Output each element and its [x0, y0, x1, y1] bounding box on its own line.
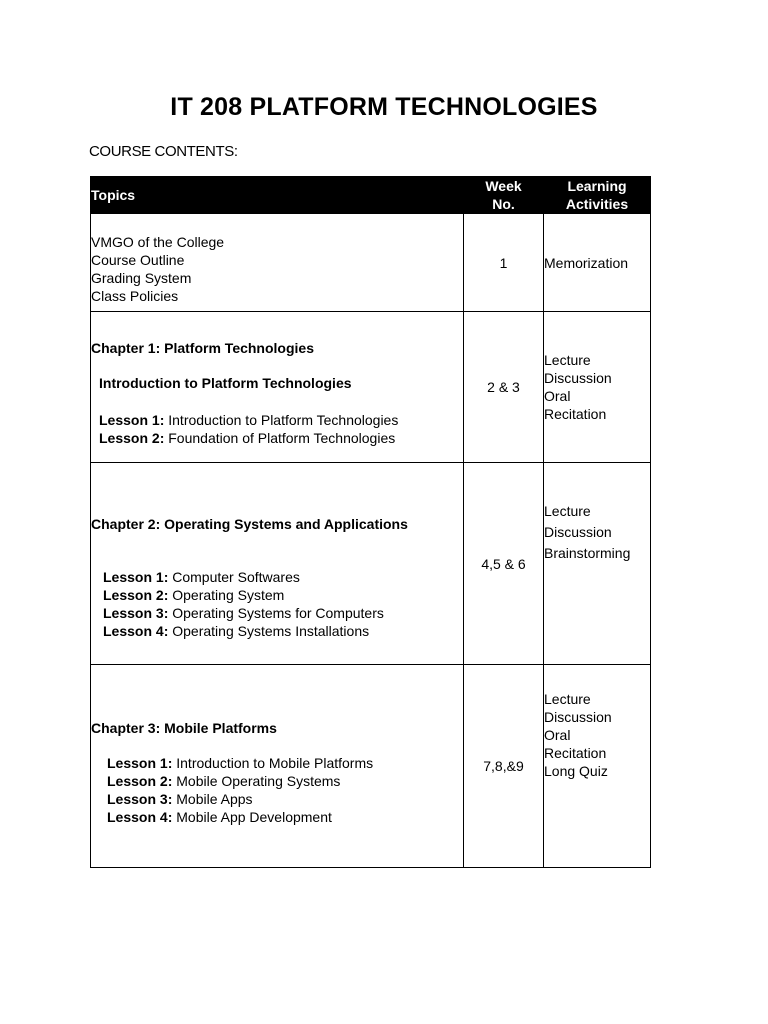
- table-row: [91, 665, 651, 868]
- lesson-text: Computer Softwares: [172, 569, 300, 585]
- lesson-item: [107, 790, 463, 808]
- activity-item: Lecture: [544, 503, 591, 519]
- activity-item: Recitation: [544, 406, 607, 422]
- lesson-label: Lesson 3:: [103, 605, 169, 621]
- lesson-label: Lesson 1:: [107, 754, 173, 771]
- lesson-text: Operating System: [172, 587, 285, 603]
- activity-item: Long Quiz: [544, 763, 608, 779]
- lesson-text: Mobile App Development: [176, 808, 332, 825]
- activity-item: Recitation: [544, 745, 607, 761]
- lesson-text: Operating Systems Installations: [172, 623, 370, 639]
- header-activities-line1: Learning: [567, 178, 627, 194]
- topic-item: Course Outline: [91, 252, 185, 268]
- lesson-item: [103, 568, 463, 586]
- lesson-text: Introduction to Platform Technologies: [168, 412, 399, 428]
- activity-item: Discussion: [544, 709, 612, 725]
- intro-heading: Introduction to Platform Technologies: [99, 375, 352, 391]
- lesson-text: Foundation of Platform Technologies: [168, 430, 396, 446]
- lesson-text: Mobile Apps: [176, 790, 253, 807]
- section-label: COURSE CONTENTS:: [89, 143, 238, 160]
- header-learning-activities: [544, 177, 651, 214]
- lesson-item: [103, 622, 463, 640]
- lesson-text: Operating Systems for Computers: [172, 605, 384, 621]
- activities-cell: [544, 463, 651, 665]
- activity-item: Discussion: [544, 524, 612, 540]
- header-week-line2: No.: [492, 196, 515, 212]
- header-activities-line2: Activities: [565, 196, 629, 212]
- lesson-item: [107, 754, 463, 772]
- lesson-list: [91, 411, 463, 447]
- header-topics: Topics: [91, 177, 464, 214]
- activity-item: Brainstorming: [544, 545, 631, 561]
- activity-item: Oral: [544, 388, 571, 404]
- lesson-item: [107, 808, 463, 826]
- chapter-heading: Chapter 3: Mobile Platforms: [91, 719, 277, 736]
- lesson-label: Lesson 2:: [103, 587, 169, 603]
- course-contents-table: [90, 176, 651, 868]
- topics-cell: [91, 214, 464, 312]
- week-cell: 1: [464, 214, 544, 312]
- chapter-heading: Chapter 2: Operating Systems and Applications: [91, 516, 408, 532]
- topic-item: Class Policies: [91, 288, 179, 304]
- topics-cell: [91, 312, 464, 463]
- lesson-label: Lesson 4:: [107, 808, 173, 825]
- activities-cell: [544, 312, 651, 463]
- lesson-label: Lesson 3:: [107, 790, 173, 807]
- lesson-item: [107, 772, 463, 790]
- activity-item: Discussion: [544, 370, 612, 386]
- header-week-line1: Week: [485, 178, 522, 194]
- lesson-label: Lesson 2:: [107, 772, 173, 789]
- week-cell: 4,5 & 6: [464, 463, 544, 665]
- topic-item: Grading System: [91, 270, 192, 286]
- lesson-label: Lesson 1:: [103, 569, 169, 585]
- week-cell: 2 & 3: [464, 312, 544, 463]
- lesson-item: [103, 604, 463, 622]
- chapter-heading: Chapter 1: Platform Technologies: [91, 340, 314, 356]
- document-title: IT 208 PLATFORM TECHNOLOGIES: [170, 93, 598, 121]
- topic-item: VMGO of the College: [91, 234, 225, 250]
- table-row: [91, 214, 651, 312]
- topics-cell: [91, 665, 464, 868]
- lesson-text: Mobile Operating Systems: [176, 772, 341, 789]
- table-row: [91, 463, 651, 665]
- activities-cell: [544, 665, 651, 868]
- header-week-no: [464, 177, 544, 214]
- table-header-row: [91, 177, 651, 214]
- lesson-item: [99, 411, 463, 429]
- week-cell: 7,8,&9: [464, 665, 544, 868]
- lesson-label: Lesson 1:: [99, 412, 165, 428]
- lesson-list: [91, 568, 463, 640]
- lesson-item: [99, 429, 463, 447]
- lesson-text: Introduction to Mobile Platforms: [176, 754, 374, 771]
- activity-item: Memorization: [544, 254, 629, 271]
- activity-item: Oral: [544, 727, 571, 743]
- topics-cell: [91, 463, 464, 665]
- table-row: [91, 312, 651, 463]
- activities-cell: [544, 214, 651, 312]
- lesson-list: [91, 754, 463, 826]
- lesson-label: Lesson 4:: [103, 623, 169, 639]
- activity-item: Lecture: [544, 352, 591, 368]
- lesson-label: Lesson 2:: [99, 430, 165, 446]
- lesson-item: [103, 586, 463, 604]
- activity-item: Lecture: [544, 691, 591, 707]
